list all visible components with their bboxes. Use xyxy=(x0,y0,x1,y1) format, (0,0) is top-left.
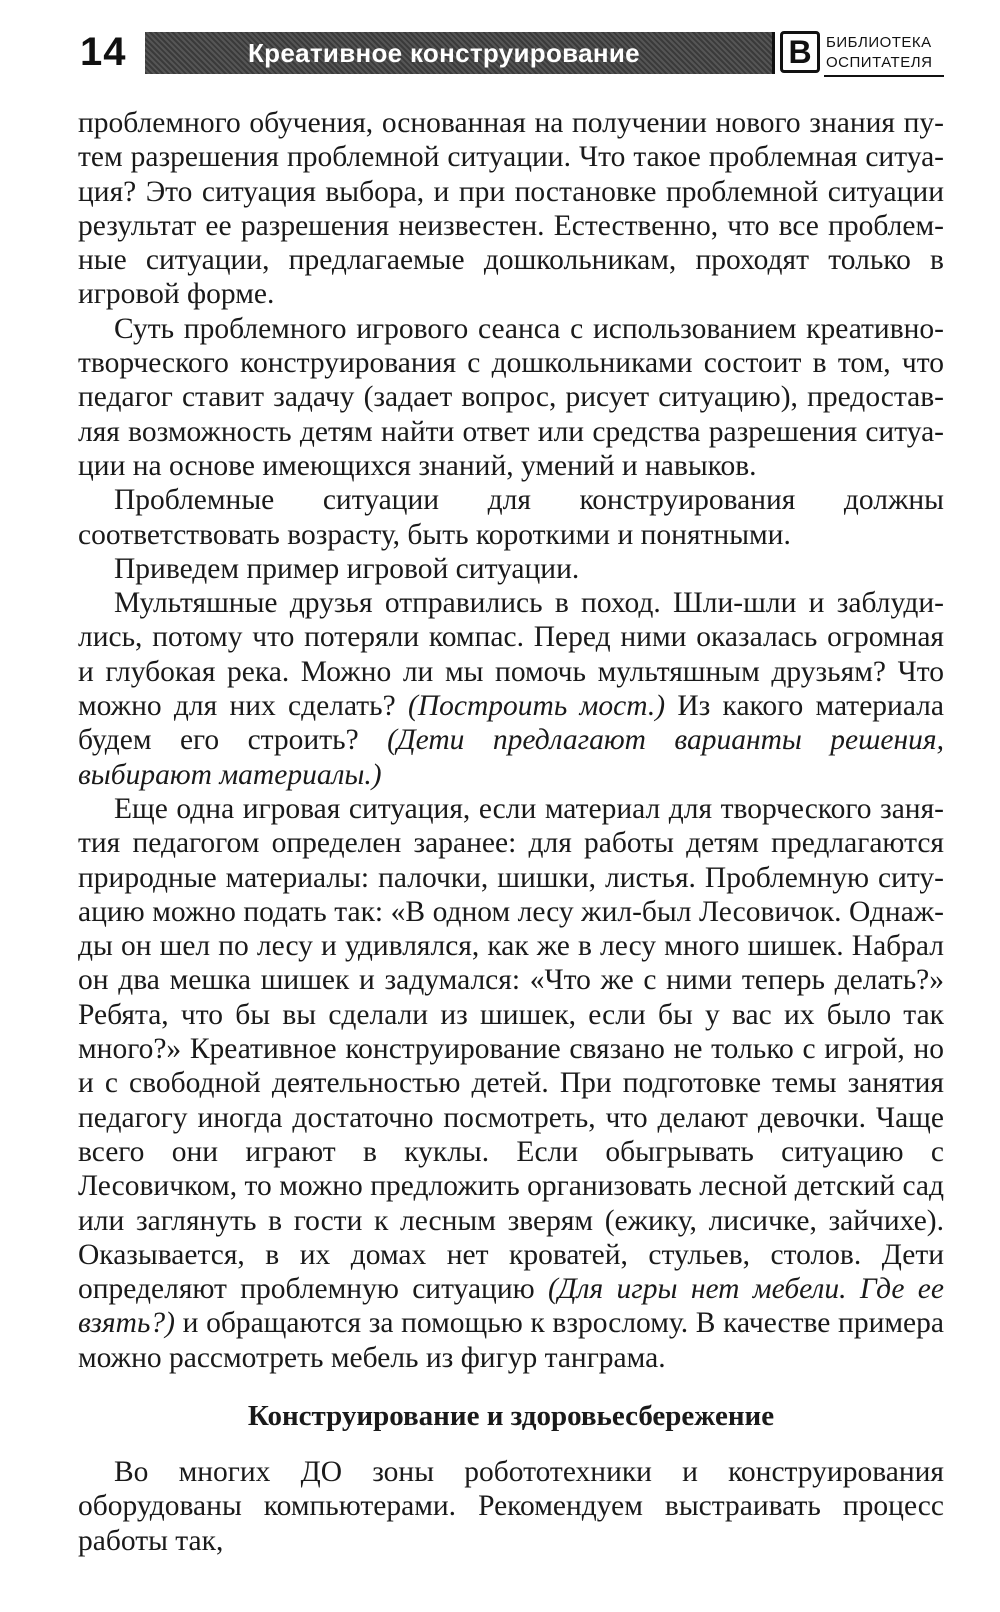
body-paragraph xyxy=(78,586,944,792)
body-paragraph xyxy=(78,792,944,1375)
body-paragraph xyxy=(78,106,944,312)
italic-remark: (Построить мост.) xyxy=(408,690,666,723)
series-logo-line2: ОСПИТАТЕЛЯ xyxy=(826,54,933,71)
series-logo-line1: БИБЛИОТЕКА xyxy=(826,34,932,51)
paragraph-text: Проблемные ситуации для конструирования должны соответствовать возрасту, быть короткими и понятными. xyxy=(78,484,944,551)
paragraph-text: Из какого материала будем его строить? xyxy=(78,690,944,757)
body-paragraphs xyxy=(78,106,944,1375)
section-title: Креативное конструирование xyxy=(248,38,640,68)
series-logo-letter: В xyxy=(780,31,820,73)
body-paragraph xyxy=(78,552,944,586)
paragraph-text: Суть проблемного игрового сеанса с использованием креативно-творческого конструирования с дошкольниками состоит в том, что педагог ставит задачу (задает вопрос, рисует ситуацию), предоставляя возможность детям найти ответ или средства разрешения ситуации на основе имеющихся знаний, умений и навыков. xyxy=(78,312,944,482)
italic-remark: (Дети предлагают варианты решения, выбирают материалы.) xyxy=(78,724,944,791)
italic-remark: (Для игры нет мебели. Где ее взять?) xyxy=(78,1273,944,1340)
page-body xyxy=(78,106,944,1558)
paragraph-text: Приведем пример игровой ситуации. xyxy=(114,552,580,585)
logo-underline xyxy=(824,75,944,77)
paragraph-text: Еще одна игровая ситуация, если материал для творческого занятия педагогом определен заранее: для работы детям предлагаются природные материалы: палочки, шишки, листья. Проблемную ситуацию можно подать так: «В одном лесу жил-был Лесовичок. Однажды он шел по лесу и удивлялся, как же в лесу много шишек. Набрал он два мешка шишек и задумался: «Что же с ними теперь делать?» Ребята, что бы вы сделали из шишек, если бы у вас их было так много?» Креативное конструирование связано не только с игрой, но и с свободной деятельностью детей. При подготовке темы занятия педагогу иногда достаточно посмотреть, что делают девочки. Чаще всего они играют в куклы. Если обыгрывать ситуацию с Лесовичком, то можно предложить организовать лесной детский сад или заглянуть в гости к лесным зверям (ежику, лисичке, зайчихе). Оказывается, в их домах нет кроватей, стульев, столов. Дети определяют проблемную ситуацию xyxy=(78,792,944,1306)
paragraph-text: Мультяшные друзья отправились в поход. Шли-шли и заблудились, потому что потеряли компас. Перед ними оказалась огромная и глубокая река. Можно ли мы помочь мультяшным друзьям? Что можно для них сделать? xyxy=(78,587,944,723)
paragraph-text: проблемного обучения, основанная на получении нового знания путем разрешения проблемной ситуации. Что такое проблемная ситуация? Это ситуация выбора, и при постановке проблемной ситуации результат ее разрешения неизвестен. Естественно, что все проблемные ситуации, предлагаемые дошкольникам, проходят только в игровой форме. xyxy=(78,107,944,311)
page-number: 14 xyxy=(80,30,127,74)
paragraph-text: и обращаются за помощью к взрослому. В качестве примера можно рассмотреть мебель из фигур танграма. xyxy=(78,1307,944,1374)
page-header xyxy=(0,22,1000,82)
body-paragraph xyxy=(78,483,944,552)
section-subheading: Конструирование и здоровьесбережение xyxy=(247,1399,775,1432)
body-paragraph xyxy=(78,312,944,483)
final-paragraph: Во многих ДО зоны робототехники и конструирования оборудованы компьютерами. Рекомендуем выстраивать процесс работы так, xyxy=(78,1455,944,1557)
